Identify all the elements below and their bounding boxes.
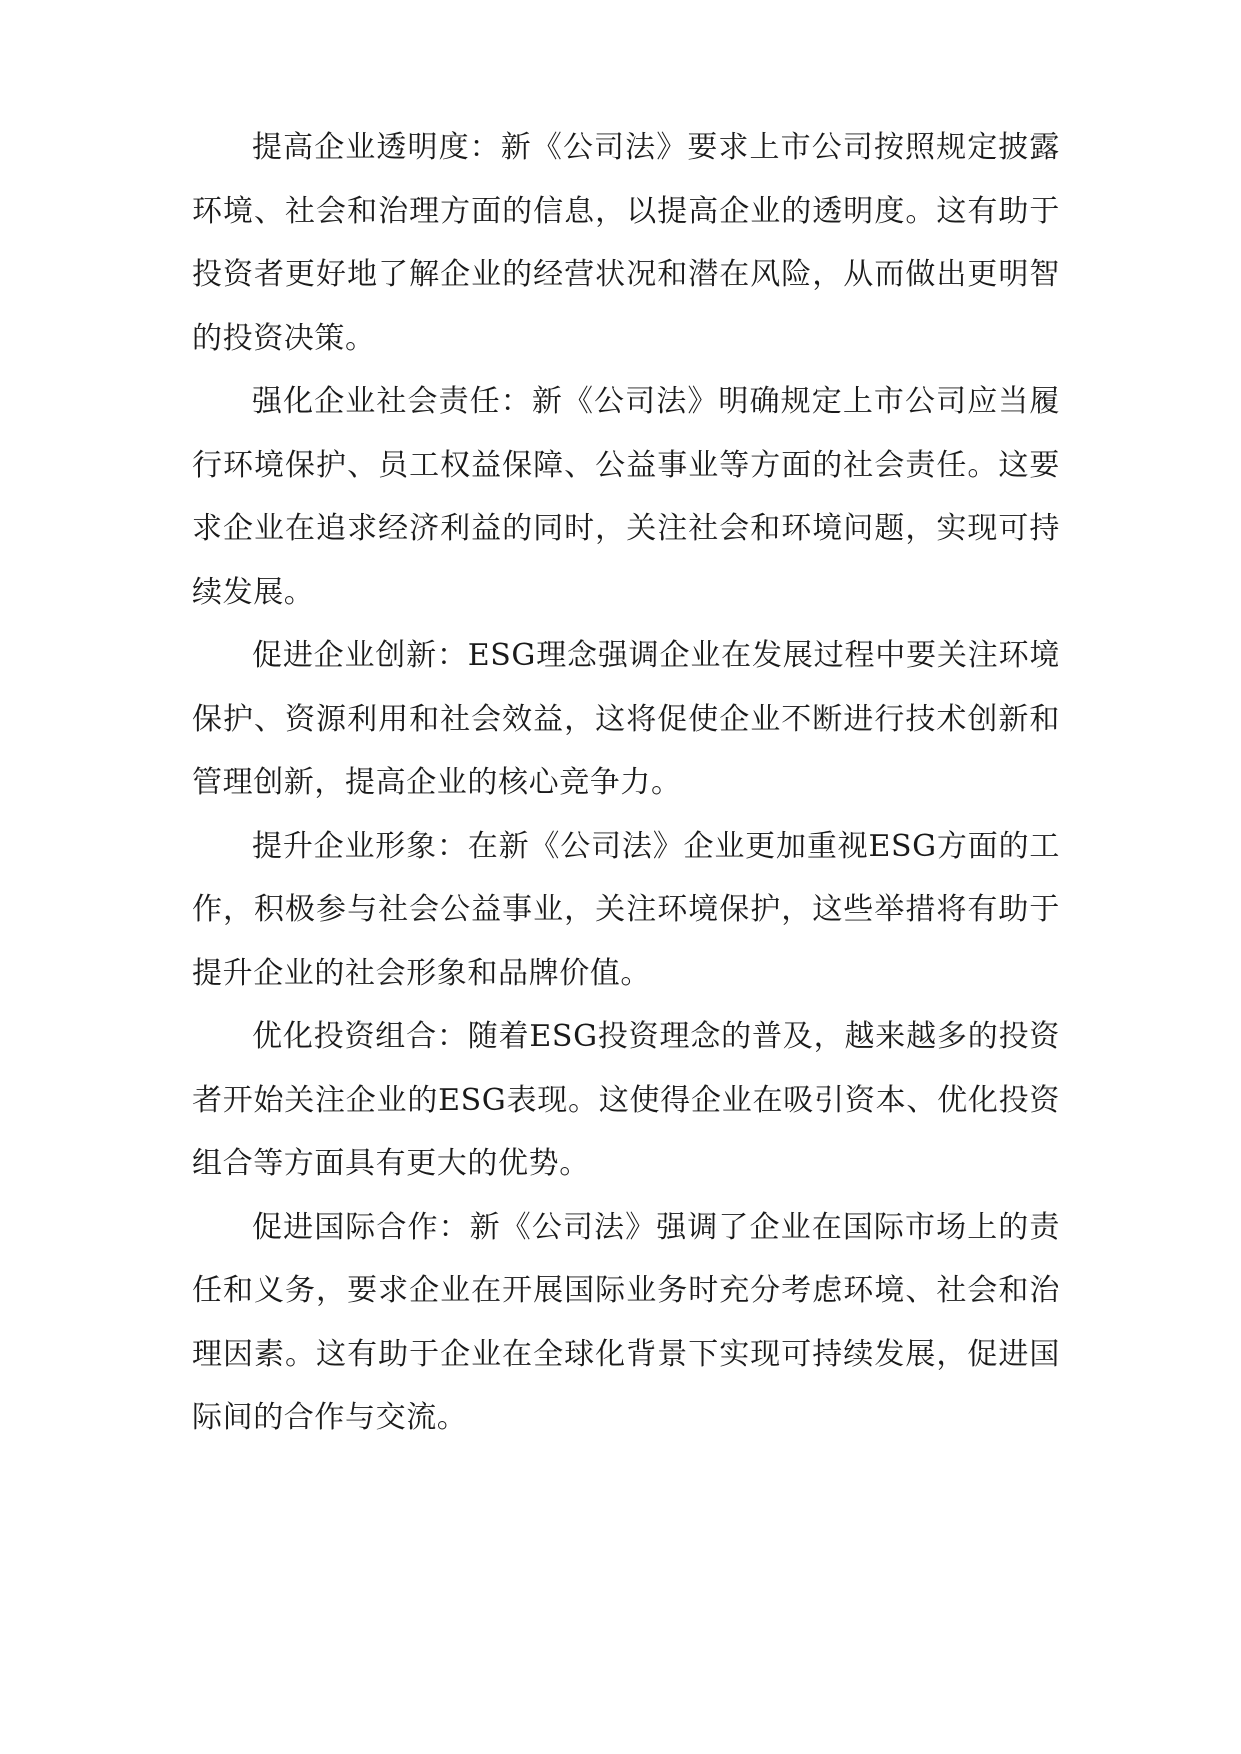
paragraph-corporate-image: 提升企业形象：在新《公司法》企业更加重视ESG方面的工作，积极参与社会公益事业，关注环境保护，这些举措将有助于提升企业的社会形象和品牌价值。 xyxy=(192,828,1060,991)
document-body xyxy=(192,116,1060,1450)
paragraph-international-cooperation: 促进国际合作：新《公司法》强调了企业在国际市场上的责任和义务，要求企业在开展国际业务时充分考虑环境、社会和治理因素。这有助于企业在全球化背景下实现可持续发展，促进国际间的合作与交流。 xyxy=(192,1209,1060,1435)
paragraph-transparency: 提高企业透明度：新《公司法》要求上市公司按照规定披露环境、社会和治理方面的信息，以提高企业的透明度。这有助于投资者更好地了解企业的经营状况和潜在风险，从而做出更明智的投资决策。 xyxy=(192,130,1060,356)
paragraph-investment-portfolio: 优化投资组合：随着ESG投资理念的普及，越来越多的投资者开始关注企业的ESG表现。这使得企业在吸引资本、优化投资组合等方面具有更大的优势。 xyxy=(192,1019,1060,1181)
paragraph-innovation: 促进企业创新：ESG理念强调企业在发展过程中要关注环境保护、资源利用和社会效益，这将促使企业不断进行技术创新和管理创新，提高企业的核心竞争力。 xyxy=(192,638,1060,800)
paragraph-social-responsibility: 强化企业社会责任：新《公司法》明确规定上市公司应当履行环境保护、员工权益保障、公益事业等方面的社会责任。这要求企业在追求经济利益的同时，关注社会和环境问题，实现可持续发展。 xyxy=(192,384,1060,610)
